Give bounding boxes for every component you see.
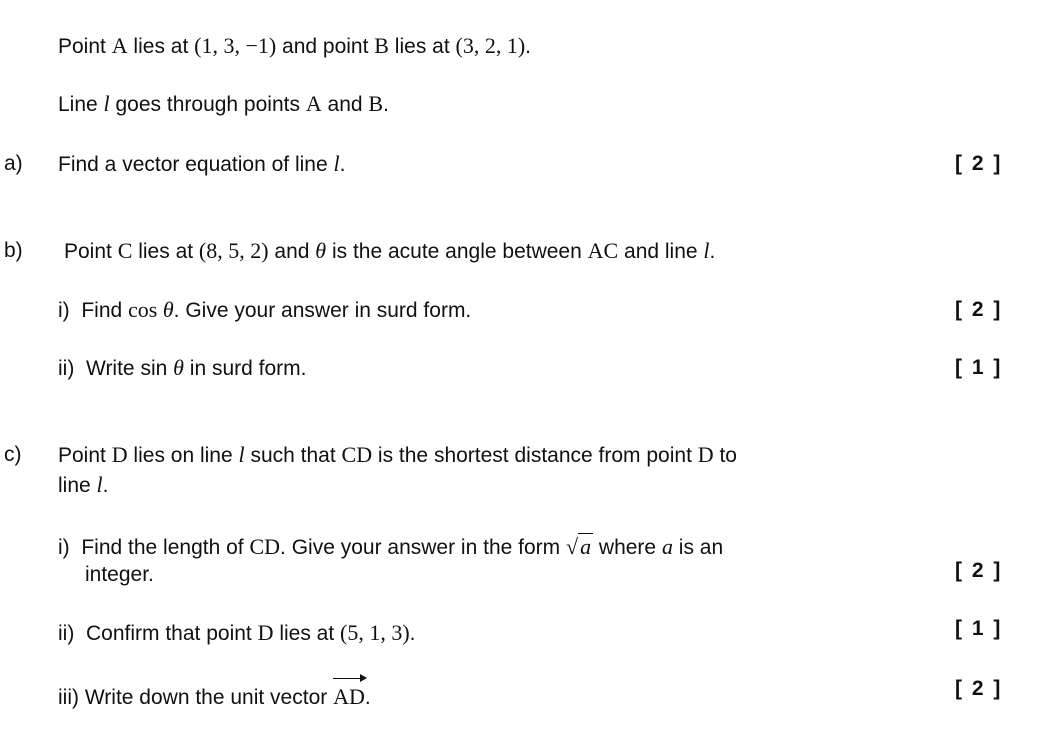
line-l-symbol: l (238, 442, 245, 467)
text: Write down the unit vector (84, 686, 334, 709)
text: lies at (127, 35, 195, 58)
line-l-symbol: l (96, 472, 103, 497)
theta-symbol: θ (315, 238, 327, 263)
subpart-label: i) (58, 536, 70, 559)
subpart-label: i) (58, 299, 70, 322)
line-l-symbol: l (333, 151, 340, 176)
text: is the shortest distance from point (372, 444, 698, 467)
sqrt-a-expression (566, 534, 593, 560)
text: in surd form. (183, 357, 307, 380)
text: . (525, 35, 531, 58)
text: is the acute angle between (326, 240, 588, 263)
part-c-i-marks: [ 2 ] (955, 559, 1003, 582)
text: is an (672, 536, 724, 559)
text: Point (58, 35, 112, 58)
text: Line (58, 93, 104, 116)
part-c-i-question-line-1 (58, 534, 723, 561)
text: line (58, 474, 97, 497)
cos-function: cos (128, 297, 163, 322)
sqrt-symbol: √ (565, 534, 579, 559)
point-a-label: A (111, 33, 128, 58)
text: such that (244, 444, 342, 467)
part-c-question-line-2 (58, 472, 109, 499)
text: to (713, 444, 737, 467)
text: . (383, 93, 389, 116)
part-b-ii-question (58, 355, 307, 382)
point-d-label: D (257, 620, 274, 645)
text: Point (64, 240, 118, 263)
line-l-symbol: l (703, 238, 710, 263)
text: where (593, 536, 662, 559)
text: . Give your answer in surd form. (173, 299, 472, 322)
text: Confirm that point (86, 622, 258, 645)
part-b-question (64, 238, 715, 265)
variable-a: a (661, 534, 673, 559)
point-c-coordinates: (8, 5, 2) (198, 238, 269, 263)
part-c-label: c) (4, 443, 22, 466)
text: Find the length of (81, 536, 250, 559)
part-c-iii-marks: [ 2 ] (955, 677, 1003, 700)
segment-ac-label: AC (587, 238, 619, 263)
part-c-i-question-line-2: integer. (85, 563, 154, 586)
text: . Give your answer in the form (280, 536, 566, 559)
point-d-label: D (111, 442, 128, 467)
text: Find (81, 299, 129, 322)
text: and (268, 240, 316, 263)
point-d-coordinates: (5, 1, 3) (340, 620, 410, 645)
theta-symbol: θ (162, 297, 174, 322)
text: . (409, 622, 416, 645)
text: lies at (273, 622, 341, 645)
part-b-i-question (58, 297, 471, 324)
part-b-ii-marks: [ 1 ] (955, 356, 1003, 379)
point-b-label: B (374, 33, 389, 58)
theta-symbol: θ (173, 355, 184, 380)
line-l-symbol: l (103, 91, 110, 116)
text: goes through points (109, 93, 306, 116)
text: . (364, 686, 371, 709)
variable-a: a (580, 534, 592, 559)
segment-cd-label: CD (341, 442, 373, 467)
part-a-question (58, 151, 345, 178)
intro-line-1 (58, 33, 531, 60)
part-a-marks: [ 2 ] (955, 152, 1003, 175)
text: . (709, 240, 716, 263)
vector-ad (333, 684, 365, 710)
part-b-i-marks: [ 2 ] (955, 298, 1003, 321)
text: Find a vector equation of line (58, 153, 334, 176)
text: and line (618, 240, 704, 263)
subpart-label: ii) (58, 357, 75, 380)
part-a-label: a) (4, 152, 23, 175)
segment-cd-label: CD (249, 534, 281, 559)
point-a-label: A (305, 91, 322, 116)
point-a-coordinates: (1, 3, −1) (194, 33, 277, 58)
point-d-label: D (697, 442, 714, 467)
text: lies on line (127, 444, 239, 467)
point-b-label: B (368, 91, 384, 116)
vector-arrow-icon (333, 678, 365, 679)
subpart-label: ii) (58, 622, 75, 645)
text: . (339, 153, 346, 176)
part-b-label: b) (4, 239, 23, 262)
part-c-ii-question (58, 620, 416, 647)
point-c-label: C (117, 238, 133, 263)
text: lies at (388, 35, 456, 58)
text: lies at (132, 240, 199, 263)
part-c-question-line-1 (58, 442, 737, 469)
subpart-label: iii) (58, 686, 79, 709)
part-c-iii-question (58, 684, 371, 711)
vector-ad-label: AD (333, 684, 365, 709)
text: Point (58, 444, 112, 467)
text: and (321, 93, 369, 116)
intro-line-2 (58, 91, 389, 118)
text: Write sin (86, 357, 174, 380)
part-c-ii-marks: [ 1 ] (955, 617, 1003, 640)
text: and point (276, 35, 375, 58)
point-b-coordinates: (3, 2, 1) (455, 33, 526, 58)
text: . (102, 474, 109, 497)
